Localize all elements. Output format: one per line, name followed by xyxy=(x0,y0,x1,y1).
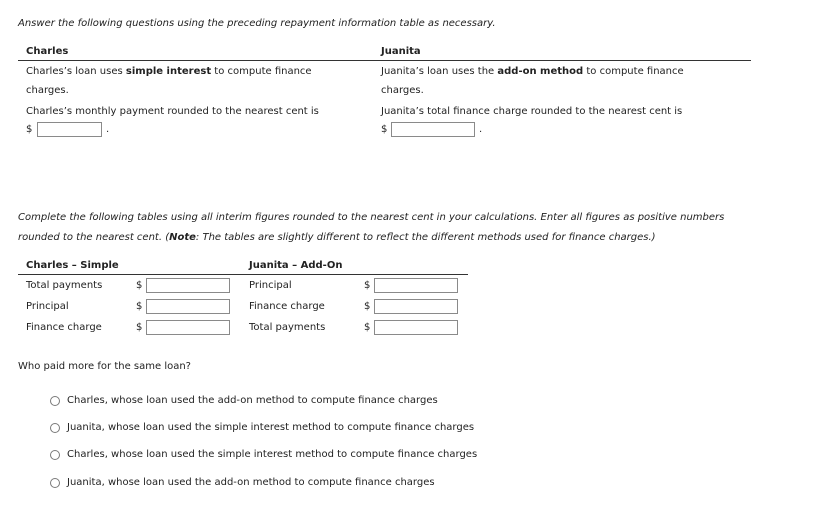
table-charles-row-label: Principal xyxy=(26,301,69,312)
charles-total-payments-input[interactable] xyxy=(146,278,230,293)
juanita-total-payments-input[interactable] xyxy=(374,320,458,335)
option-charles-simple[interactable] xyxy=(50,449,477,460)
option-juanita-add-on[interactable] xyxy=(50,477,435,488)
option-label: Juanita, whose loan used the add-on method to compute finance charges xyxy=(67,477,435,488)
juanita-period: . xyxy=(479,124,483,135)
header-divider xyxy=(18,60,751,61)
note-label: Note xyxy=(169,232,196,243)
charles-line1-pre: Charles’s loan uses xyxy=(26,66,126,77)
charles-period: . xyxy=(106,124,110,135)
instructions-line2 xyxy=(18,232,656,243)
juanita-dollar-sign: $ xyxy=(381,124,388,135)
table-juanita-row-currency: $ xyxy=(364,322,371,333)
instructions-line2-post: : The tables are slightly different to reflect the different methods used for finance charges.) xyxy=(195,232,656,243)
charles-dollar-sign: $ xyxy=(26,124,33,135)
juanita-line3: Juanita’s total finance charge rounded to the nearest cent is xyxy=(381,106,683,117)
charles-principal-input[interactable] xyxy=(146,299,230,314)
juanita-method: add-on method xyxy=(497,66,584,77)
juanita-line1-pre: Juanita’s loan uses the xyxy=(381,66,498,77)
charles-line1-post: to compute finance xyxy=(211,66,312,77)
charles-line3: Charles’s monthly payment rounded to the nearest cent is xyxy=(26,106,319,117)
table-charles-row-currency: $ xyxy=(136,322,143,333)
table-juanita-header: Juanita – Add-On xyxy=(249,260,343,271)
table-charles-row-currency: $ xyxy=(136,280,143,291)
charles-header: Charles xyxy=(26,46,69,57)
juanita-header: Juanita xyxy=(381,46,421,57)
table-juanita-row-label: Total payments xyxy=(249,322,326,333)
juanita-finance-charge-input[interactable] xyxy=(391,122,475,137)
instructions-line2-pre: rounded to the nearest cent. ( xyxy=(18,232,170,243)
option-label: Juanita, whose loan used the simple interest method to compute finance charges xyxy=(67,422,475,433)
option-juanita-simple[interactable] xyxy=(50,422,474,433)
radio-button[interactable] xyxy=(50,396,60,406)
juanita-line1 xyxy=(381,66,684,77)
juanita-principal-input[interactable] xyxy=(374,278,458,293)
table-charles-row-label: Total payments xyxy=(26,280,103,291)
intro-text: Answer the following questions using the preceding repayment information table as necessary. xyxy=(18,18,496,29)
radio-button[interactable] xyxy=(50,450,60,460)
table-charles-row-currency: $ xyxy=(136,301,143,312)
radio-button[interactable] xyxy=(50,423,60,433)
question-text: Who paid more for the same loan? xyxy=(18,361,191,372)
charles-line1 xyxy=(26,66,312,77)
option-label: Charles, whose loan used the add-on method to compute finance charges xyxy=(67,395,438,406)
table-juanita-row-label: Finance charge xyxy=(249,301,325,312)
option-label: Charles, whose loan used the simple interest method to compute finance charges xyxy=(67,449,478,460)
option-charles-add-on[interactable] xyxy=(50,395,438,406)
tables-divider xyxy=(18,274,468,275)
juanita-line1-post: to compute finance xyxy=(583,66,684,77)
table-charles-row-label: Finance charge xyxy=(26,322,102,333)
table-juanita-row-currency: $ xyxy=(364,301,371,312)
radio-button[interactable] xyxy=(50,478,60,488)
charles-method: simple interest xyxy=(125,66,212,77)
table-juanita-row-label: Principal xyxy=(249,280,292,291)
juanita-finance-charge-table-input[interactable] xyxy=(374,299,458,314)
charles-monthly-payment-input[interactable] xyxy=(37,122,102,137)
table-juanita-row-currency: $ xyxy=(364,280,371,291)
charles-line2: charges. xyxy=(26,85,69,96)
table-charles-header: Charles – Simple xyxy=(26,260,119,271)
instructions-line1: Complete the following tables using all interim figures rounded to the nearest cent in your calculations. Enter all figures as positive numbers xyxy=(18,212,725,223)
charles-finance-charge-input[interactable] xyxy=(146,320,230,335)
juanita-line2: charges. xyxy=(381,85,424,96)
